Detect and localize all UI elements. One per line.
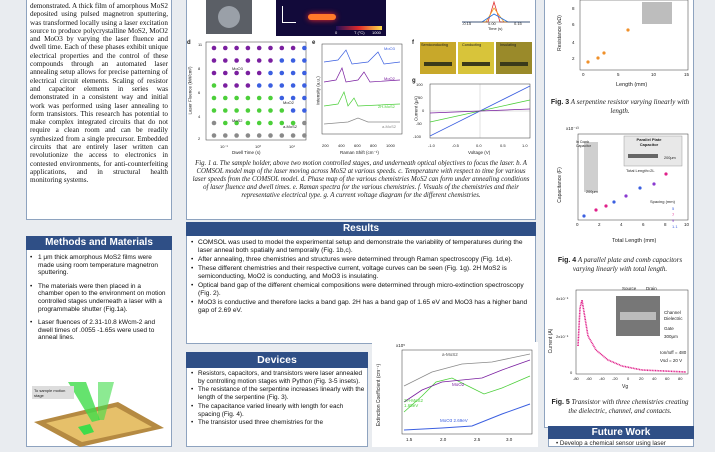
fig3-ytick-0: 8 — [572, 6, 575, 11]
fig2-exp: x10⁵ — [396, 343, 406, 348]
fig2-series-moo2: MoO2 — [452, 382, 465, 387]
phase-dot — [302, 46, 307, 51]
phase-dot — [280, 58, 285, 63]
fig4-inset-left: In Comb Capacitor — [576, 140, 591, 148]
fig4-inset-title: Parallel Plate Capacitor — [636, 137, 662, 147]
fig3-caption-text: A serpentine resistor varying linearly with length. — [570, 98, 690, 116]
fig4-inset-total: Total Length=2L — [626, 168, 655, 173]
fig5-xtick-1: -60 — [586, 376, 592, 381]
phase-dot — [302, 58, 307, 63]
future-item-text: Develop a chemical sensor using laser — [559, 440, 666, 447]
fig5-xtick-0: -80 — [573, 376, 579, 381]
phase-dot — [223, 108, 228, 113]
phase-dot — [268, 108, 273, 113]
phase-dot — [268, 133, 273, 138]
phase-dot — [234, 96, 239, 101]
fig1e-label: e — [312, 40, 316, 46]
fig4-inset-scale2: 200μm — [586, 190, 598, 194]
phase-dot — [291, 108, 296, 113]
fig1b-unit: T (°C) — [354, 30, 365, 35]
phase-dot — [257, 71, 262, 76]
fig1c-xtick-2: 0.15 — [514, 21, 522, 26]
fig1e-xtick-3: 800 — [370, 143, 377, 148]
phase-dot — [223, 121, 228, 126]
results-item-4: • Optical band gap of the different chemical compositions were determined through micro-extinction spectroscopy (Fig. 2). — [190, 282, 532, 298]
phase-dot — [257, 133, 262, 138]
fig1d-ytick-0: 11 — [198, 42, 203, 47]
fig1d-xtick-2: 10¹ — [289, 144, 295, 149]
fig1g-xtick-0: -1.0 — [428, 143, 435, 148]
fig1g-xtick-2: 0.0 — [476, 143, 482, 148]
fig3-xtick-2: 10 — [651, 72, 657, 77]
fig1e-series-2h: 2H-MoS2 — [378, 104, 395, 109]
phase-dot — [268, 121, 273, 126]
fig1d-ytick-1: 8 — [198, 66, 201, 71]
results-item-3: • These different chemistries and their respective current, voltage curves can be seen (Fig. 1g). 2H MoS2 is semiconducting, MoO2 is conducting, and MoO3 is insulating. — [190, 265, 532, 281]
fig1f-insul: Insulating — [500, 43, 517, 47]
fig1g-ytick-1: 50 — [418, 95, 423, 100]
fig1-caption: Fig. 1 a. The sample holder, above two motion controlled stages, and underneath optical objectives to focus the laser. b. A COMSOL model map of the laser moving across MoS2 at various speeds. c. Temperature with respect to time for various laser speeds from the COMSOL model. d. Phase map of the various chemistries MoS2 can form under annealing conditions of laser fluence and dwell times. e. Raman spectra for the various chemistries. f. Visuals of the chemistries and their representative electrical type. g. A current voltage diagram for the different chemistries. — [192, 160, 530, 200]
fig4-ylabel: Capacitance (F) — [557, 167, 563, 203]
intro-text: demonstrated. A thick film of amorphous MoS2 deposited using pulsed magnetron sputtering, was transformed locally using a laser excitation source to produce polycrystalline MoS2, MoO2 and MoO3 by varying the laser fluence and dwell time. Each of these phases exhibit unique electrical properties and the control of these compounds through an automated laser annealing setup allows for precise patterning of electrical circuit elements. Scaling of resistor and capacitor elements in series was demonstrated in a consistent way and initial work was performed using laser annealing to form transistors. This research has potential to make complex integrated circuits that do not require a clean room and can be readily synthesized from a single precursor. Embedded circuits that are entirely laser written can revolutionize the access to electronics in contested environments, for anti-counterfeiting applications, and in structural health monitoring systems. — [30, 2, 168, 185]
phase-dot — [246, 121, 251, 126]
fig2-xtick-0: 1.5 — [406, 437, 413, 442]
fig5-drain: Drain — [646, 286, 657, 291]
fig5-ytick-0: 4x10⁻⁵ — [556, 296, 569, 301]
fig4-xtick-5: 10 — [684, 222, 690, 227]
phase-dot — [257, 46, 262, 51]
devices-item-1: • Resistors, capacitors, and transistors were laser annealed by controlling motion stages with Python (Fig. 3-5 insets). — [190, 370, 365, 385]
fig4-xtick-4: 8 — [664, 222, 667, 227]
fig5-xtick-2: -40 — [599, 376, 605, 381]
fig4-exp: x10⁻¹³ — [566, 126, 579, 131]
fig2-xtick-1: 2.0 — [440, 437, 447, 442]
phase-dot — [291, 133, 296, 138]
fig5-ytick-2: 0 — [570, 370, 573, 375]
phase-dot — [268, 71, 273, 76]
phase-dot — [280, 133, 285, 138]
phase-dot — [212, 133, 217, 138]
fig1f-label: f — [412, 40, 414, 46]
phase-dot — [212, 108, 217, 113]
devices-item-2: • The resistance of the serpentine increases linearly with the length of the serpentine (Fig. 3). — [190, 386, 365, 401]
phase-dot — [223, 71, 228, 76]
methods-item-1: • 1 μm thick amorphous MoS2 films were made using room temperature magnetron sputtering. — [30, 254, 168, 277]
fig1c-xtick-1: 0.00 — [488, 21, 496, 26]
fig3-ytick-2: 4 — [572, 40, 575, 45]
fig1g-xtick-1: -0.5 — [452, 143, 459, 148]
phase-dot — [246, 46, 251, 51]
fig1e-xtick-4: 1000 — [386, 143, 395, 148]
results-item-5: • MoO3 is conductive and therefore lacks a band gap. 2H has a band gap of 1.65 eV and MoO3 has a higher band gap of 2.69 eV. — [190, 299, 532, 315]
fig4-legend-9: 9 — [672, 218, 675, 223]
fig4-xtick-2: 4 — [620, 222, 623, 227]
fig1f-semi: Semiconducting — [421, 43, 449, 47]
fig4-legend-7: 7 — [672, 212, 675, 217]
fig5-caption — [548, 398, 692, 415]
fig1d-legend-moo2: MoO2 — [283, 100, 294, 105]
future-title: Future Work — [548, 426, 694, 439]
fig1b-tick-1: 1000 — [372, 30, 381, 35]
fig3-xlabel: Length (mm) — [616, 82, 648, 88]
fig5-param-ratio: Ion/Ioff = 480 — [660, 350, 687, 355]
fig1g-ytick-0: 100 — [416, 82, 423, 87]
phase-dot — [246, 108, 251, 113]
phase-dot — [246, 58, 251, 63]
results-item-1: • COMSOL was used to model the experimental setup and demonstrate the variability of temperatures during the laser anneal both spatially and temporally (Fig. 1b,c). — [190, 239, 532, 255]
fig4-legend-title: Spacing (mm) — [650, 199, 675, 204]
future-item: • Develop a chemical sensor using laser — [556, 440, 666, 447]
fig5-xtick-4: 0 — [627, 376, 630, 381]
fig4-xlabel: Total Length (mm) — [612, 238, 657, 244]
phase-dot — [246, 133, 251, 138]
devices-list — [190, 370, 365, 428]
phase-dot — [257, 121, 262, 126]
phase-dot — [223, 96, 228, 101]
fig4-label: Fig. 4 — [557, 257, 577, 264]
fig3-label: Fig. 3 — [550, 99, 570, 106]
fig1c-xlabel: Time (s) — [488, 26, 503, 31]
phase-dot — [246, 71, 251, 76]
fig1f-cond: Conducting — [462, 43, 482, 47]
phase-dot — [280, 71, 285, 76]
phase-dot — [212, 96, 217, 101]
phase-dot — [268, 96, 273, 101]
fig5-xlabel: Vg — [622, 384, 629, 390]
fig3-ylabel: Resistance (kΩ) — [557, 15, 563, 51]
phase-dot — [223, 58, 228, 63]
fig2-xtick-3: 3.0 — [506, 437, 513, 442]
fig3-plot — [560, 0, 690, 76]
devices-item-4: • The transistor used three chemistries for the — [190, 419, 365, 427]
fig1g-xtick-3: 0.5 — [500, 143, 506, 148]
fig1e-series-amos2: a-MoS2 — [382, 124, 397, 129]
phase-dot — [302, 133, 307, 138]
phase-dot — [302, 83, 307, 88]
fig5-label: Fig. 5 — [551, 399, 570, 406]
phase-dot — [302, 108, 307, 113]
phase-dot — [291, 46, 296, 51]
fig1c-xtick-0: -0.15 — [462, 21, 472, 26]
results-item-2: • After annealing, three chemistries and structures were determined through Raman spectroscopy (Fig. 1d,e). — [190, 256, 532, 264]
phase-dot — [234, 71, 239, 76]
fig1d-legend-mos2: MoS2 — [232, 118, 243, 123]
fig5-param-vsd: Vsd = 20 V — [660, 358, 683, 363]
phase-dot — [257, 108, 262, 113]
fig1e-xtick-0: 200 — [322, 143, 329, 148]
devices-title: Devices — [186, 352, 368, 368]
phase-dot — [280, 83, 285, 88]
phase-dot — [268, 46, 273, 51]
fig1e-series-moo3: MoO3 — [384, 46, 395, 51]
fig1c-plot — [460, 0, 536, 30]
fig5-caption-text: Transistor with three chemistries creating the dielectric, channel, and contacts. — [568, 398, 689, 416]
phase-dot — [302, 96, 307, 101]
fig5-gate: Gate — [664, 326, 674, 331]
fig1d-phase-map — [187, 40, 308, 150]
phase-dot — [223, 133, 228, 138]
fig1g-label: g — [412, 78, 416, 84]
phase-dot — [212, 121, 217, 126]
phase-dot — [268, 58, 273, 63]
fig3-ytick-3: 2 — [572, 56, 575, 61]
phase-dot — [212, 58, 217, 63]
phase-dot — [257, 58, 262, 63]
phase-dot — [234, 58, 239, 63]
fig3-xtick-3: 15 — [684, 72, 690, 77]
fig1e-xtick-2: 600 — [354, 143, 361, 148]
fig1g-ytick-3: -50 — [416, 121, 422, 126]
phase-dot — [246, 96, 251, 101]
fig1g-ylabel: Current (μA) — [413, 96, 419, 121]
phase-dot — [257, 96, 262, 101]
fig2-ylabel: Extinction Coefficient (cm⁻¹) — [376, 363, 382, 427]
fig1d-xtick-0: 10⁻¹ — [220, 144, 228, 149]
fig1b-heatmap — [276, 0, 386, 36]
fig1a-photo — [206, 0, 252, 34]
fig4-legend-11: 1.1 — [672, 224, 678, 229]
fig4-caption-text: A parallel plate and comb capacitors varying linearly with total length. — [572, 256, 683, 274]
fig1d-xtick-1: 10⁰ — [255, 144, 262, 149]
fig1d-ytick-2: 6 — [198, 90, 201, 95]
fig1e-ylabel: Intensity (a.u.) — [315, 76, 321, 105]
fig5-ylabel: Current (A) — [548, 328, 554, 354]
fig4-legend-5: 5 — [672, 206, 675, 211]
phase-dot — [246, 83, 251, 88]
fig2-series-a: a-MoS2 — [442, 352, 458, 357]
fig1d-ytick-4: 2 — [198, 136, 201, 141]
fig5-xtick-8: 80 — [678, 376, 683, 381]
fig1d-legend-amos2: a-MoS2 — [283, 124, 298, 129]
laser-illustration — [28, 382, 170, 447]
fig1g-ytick-4: -100 — [413, 134, 422, 139]
fig1d-ytick-3: 4 — [198, 114, 201, 119]
fig5-ytick-1: 2x10⁻⁵ — [556, 334, 569, 339]
fig2-series-moo3: MoO3 2.69eV — [440, 418, 468, 423]
fig4-inset-scale: 200μm — [664, 156, 676, 160]
fig2-series-2h: 2H-MoS2 1.65eV — [404, 398, 424, 408]
methods-title: Methods and Materials — [26, 236, 172, 250]
methods-item-3: • Laser fluences of 2.31-10.8 kWcm-2 and dwell times of .0055 -1.65s were used to anneal lines. — [30, 319, 168, 342]
phase-dot — [291, 71, 296, 76]
methods-list — [30, 254, 168, 348]
phase-dot — [257, 83, 262, 88]
fig4-xtick-0: 0 — [576, 222, 579, 227]
fig3-caption — [548, 98, 692, 115]
phase-dot — [234, 133, 239, 138]
fig1g-xlabel: Voltage (V) — [468, 150, 491, 155]
fig5-xtick-5: 20 — [639, 376, 644, 381]
phase-dot — [234, 46, 239, 51]
results-title: Results — [186, 222, 536, 236]
fig1d-legend-moo3: MoO3 — [232, 66, 243, 71]
fig4-caption — [548, 256, 692, 273]
phase-dot — [212, 83, 217, 88]
fig2-extinction — [372, 342, 538, 447]
fig1g-iv — [428, 82, 532, 140]
fig3-xtick-0: 0 — [582, 72, 585, 77]
fig1e-xtick-1: 400 — [338, 143, 345, 148]
phase-dot — [234, 83, 239, 88]
fig1d-xlabel: Dwell Time (s) — [232, 150, 261, 155]
fig3-xtick-1: 5 — [617, 72, 620, 77]
fig5-source: Source — [622, 286, 637, 291]
fig5-xtick-3: -20 — [612, 376, 618, 381]
devices-item-3: • The capacitance varied linearly with length for each spacing (Fig. 4). — [190, 403, 365, 418]
phase-dot — [212, 71, 217, 76]
fig5-xtick-6: 40 — [652, 376, 657, 381]
fig1d-label: d — [187, 40, 191, 46]
phase-dot — [280, 108, 285, 113]
fig5-dielectric: Dielectric — [664, 316, 683, 321]
fig1g-ytick-2: 0 — [422, 108, 425, 113]
phase-dot — [268, 83, 273, 88]
methods-item-2: • The materials were then placed in a chamber open to the environment on motion controlled stages underneath a laser with a programmable shutter (Fig.1a). — [30, 283, 168, 313]
phase-dot — [302, 121, 307, 126]
phase-dot — [291, 83, 296, 88]
fig5-scale: 300μm — [664, 334, 678, 339]
fig5-channel: Channel — [664, 310, 681, 315]
fig1e-series-moo2: MoO2 — [384, 76, 395, 81]
phase-dot — [234, 108, 239, 113]
phase-dot — [280, 46, 285, 51]
fig1b-tick-0: 0 — [335, 30, 338, 35]
fig1g-xtick-4: 1.0 — [522, 143, 528, 148]
phase-dot — [291, 58, 296, 63]
illustration-label: To sample motion stage — [34, 388, 66, 398]
fig3-ytick-1: 6 — [572, 22, 575, 27]
phase-dot — [212, 46, 217, 51]
phase-dot — [302, 71, 307, 76]
phase-dot — [223, 46, 228, 51]
fig1e-xlabel: Raman Shift (cm⁻¹) — [340, 150, 379, 155]
fig1d-ylabel: Laser Fluence (kW/cm²) — [187, 66, 193, 115]
fig2-xtick-2: 2.5 — [474, 437, 481, 442]
phase-dot — [223, 83, 228, 88]
fig4-xtick-1: 2 — [598, 222, 601, 227]
results-list — [190, 239, 532, 316]
fig5-xtick-7: 60 — [665, 376, 670, 381]
fig4-xtick-3: 6 — [642, 222, 645, 227]
